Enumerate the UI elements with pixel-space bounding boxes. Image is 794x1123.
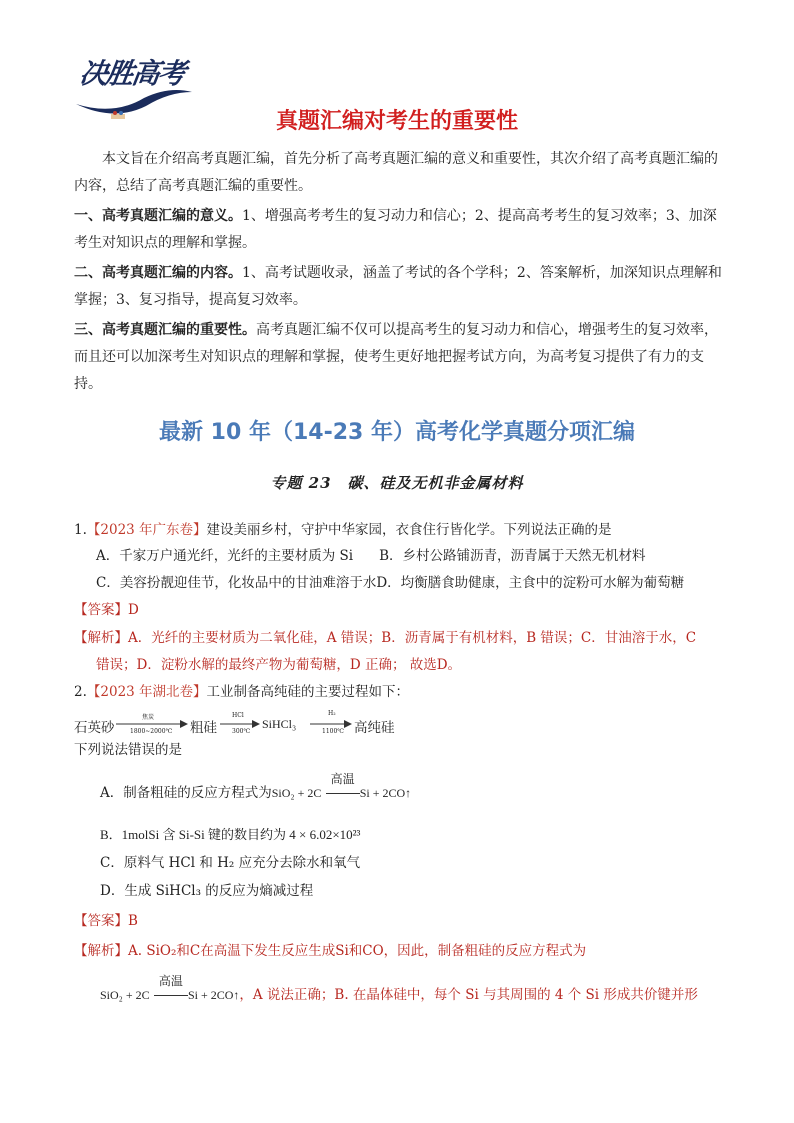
- q2-analysis-line2-tail: ，A 说法正确；B. 在晶体硅中，每个 Si 与其周围的 4 个 Si 形成共价键并形: [239, 987, 698, 1003]
- q1-option-c: C．美容扮靓迎佳节，化妆品中的甘油难溶于水: [96, 575, 377, 591]
- q2-analysis-line2: [74, 974, 748, 1005]
- q2-option-a: [74, 772, 748, 803]
- intro-meaning-body: 1、增强高考考生的复习动力和信心；2、提高高考考生的复习效率；3、加深考生对知识点的理解和掌握。: [74, 208, 717, 251]
- q2-analysis-label: 【解析】: [74, 943, 128, 959]
- q2-analysis-line1: A. SiO₂和C在高温下发生反应生成Si和CO，因此，制备粗硅的反应方程式为: [128, 943, 587, 959]
- page-title: 真题汇编对考生的重要性: [275, 109, 518, 134]
- q1-option-b: B．乡村公路铺沥青，沥青属于天然无机材料: [379, 548, 646, 564]
- q1-options-cd: [74, 573, 744, 593]
- q1-stem: [74, 520, 722, 540]
- flow-step-pure-si: 高纯硅: [354, 720, 395, 736]
- q2-option-d: D．生成 SiHCl₃ 的反应为熵减过程: [100, 883, 314, 899]
- q2-eq-condition: [326, 772, 360, 803]
- q1-answer-value: D: [128, 602, 139, 618]
- q2-analysis: [74, 941, 722, 961]
- q1-source: 【2023 年广东卷】: [86, 522, 207, 538]
- q2-answer-label: 【答案】: [74, 913, 128, 929]
- intro-meaning: [74, 203, 722, 257]
- flow-cond3-top: H₂: [328, 710, 336, 717]
- q1-analysis-label: 【解析】: [74, 630, 128, 646]
- logo-text: 决胜高考: [77, 57, 187, 90]
- q1-analysis: [74, 628, 722, 648]
- q2-answer: [74, 911, 722, 931]
- q2-process-flow: [74, 708, 674, 738]
- q2-option-c: C．原料气 HCl 和 H₂ 应充分去除水和氧气: [100, 855, 361, 871]
- q2-stem: [74, 682, 722, 702]
- flow-cond1-top: 焦炭: [142, 714, 155, 721]
- intro-meaning-head: 一、高考真题汇编的意义。: [74, 208, 242, 224]
- intro-importance-body: 高考真题汇编不仅可以提高考生的复习动力和信心，增强考生的复习效率，而且还可以加深考生对知识点的理解和掌握，使考生更好地把握考试方向，为高考复习提供了有力的支持。: [74, 322, 718, 392]
- flow-cond3-bot: 1100℃: [322, 728, 344, 735]
- q2-stem-text: 工业制备高纯硅的主要过程如下：: [206, 684, 410, 700]
- intro-content: [74, 260, 722, 314]
- q1-answer: [74, 600, 722, 620]
- q2-eq2-cond-text: 高温: [158, 974, 183, 988]
- q2-num: 2.: [74, 684, 87, 700]
- q1-answer-label: 【答案】: [74, 602, 128, 618]
- section-title: 最新 10 年（14-23 年）高考化学真题分项汇编: [159, 420, 635, 445]
- flow-cond1-bot: 1800~2000℃: [130, 728, 173, 735]
- q1-option-a: A．千家万户通光纤，光纤的主要材质为 Si: [96, 548, 354, 564]
- intro-content-head: 二、高考真题汇编的内容。: [74, 265, 242, 281]
- q1-options-ab: [74, 546, 744, 566]
- q2-eq-cond-text: 高温: [330, 772, 355, 786]
- q2-eq2-condition: [154, 974, 188, 1005]
- q2-ask: 下列说法错误的是: [74, 742, 182, 758]
- q2-option-a-text: A．制备粗硅的反应方程式为: [100, 785, 272, 801]
- q2-eq2-left: SiO₂ + 2C: [100, 988, 150, 1002]
- q1-analysis-line1: A．光纤的主要材质为二氧化硅，A 错误；B．沥青属于有机材料，B 错误；C．甘油溶于水，C: [128, 630, 697, 646]
- flow-step-sihcl3: SiHCl₃: [262, 717, 297, 731]
- intro-paragraph: 本文旨在介绍高考真题汇编，首先分析了高考真题汇编的意义和重要性，其次介绍了高考真题汇编的内容，总结了高考真题汇编的重要性。: [74, 151, 718, 194]
- q2-eq-right: Si + 2CO↑: [359, 786, 412, 800]
- q2-answer-value: B: [128, 913, 138, 929]
- q2-eq2-right: Si + 2CO↑: [187, 988, 240, 1002]
- intro-importance-head: 三、高考真题汇编的重要性。: [74, 322, 256, 338]
- intro-importance: [74, 317, 722, 398]
- flow-cond2-top: HCl: [232, 712, 244, 719]
- flow-step-quartz: 石英砂: [74, 720, 115, 736]
- q2-option-b: B．1molSi 含 Si-Si 键的数目约为 4 × 6.02×10²³: [100, 827, 361, 842]
- q1-stem-text: 建设美丽乡村，守护中华家园，衣食住行皆化学。下列说法正确的是: [206, 522, 612, 538]
- flow-cond2-bot: 300℃: [232, 728, 251, 735]
- q2-eq-left: SiO₂ + 2C: [271, 786, 322, 800]
- q1-analysis-line2: 错误；D．淀粉水解的最终产物为葡萄糖，D 正确； 故选D。: [96, 657, 462, 673]
- q1-num: 1.: [74, 522, 87, 538]
- flow-step-crude-si: 粗硅: [190, 720, 217, 736]
- q1-option-d: D．均衡膳食助健康，主食中的淀粉可水解为葡萄糖: [376, 575, 685, 591]
- section-subtitle: 专题 23 碳、硅及无机非金属材料: [270, 474, 524, 492]
- intro-content-body: 1、高考试题收录，涵盖了考试的各个学科；2、答案解析，加深知识点理解和掌握；3、复习指导，提高复习效率。: [74, 265, 722, 308]
- q2-source: 【2023 年湖北卷】: [86, 684, 207, 700]
